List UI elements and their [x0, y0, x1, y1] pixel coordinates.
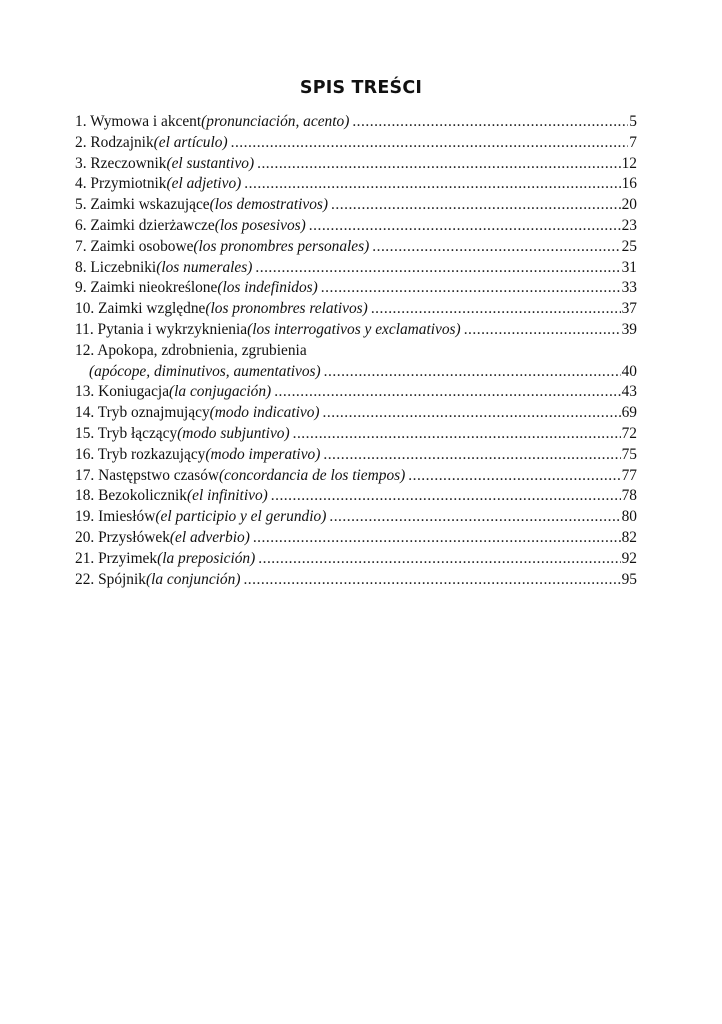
toc-entry-page: 16 [621, 175, 637, 193]
toc-entry-title: 20. Przysłówek [75, 528, 170, 546]
toc-entry-heading-line [75, 341, 637, 362]
toc-entry[interactable] [75, 549, 637, 570]
toc-entry-title: 19. Imiesłów [75, 508, 156, 526]
toc-entry[interactable] [75, 133, 637, 154]
toc-entry-page: 92 [621, 549, 637, 567]
toc-entry-title: 18. Bezokolicznik [75, 487, 187, 505]
toc-entry-subtitle: (apócope, diminutivos, aumentativos) [89, 362, 321, 380]
toc-entry[interactable] [75, 195, 637, 216]
toc-entry-subtitle: (concordancia de los tiempos) [219, 466, 406, 484]
toc-entry-subtitle: (el sustantivo) [166, 154, 255, 172]
toc-entry[interactable] [75, 528, 637, 549]
toc-entry-page: 20 [621, 196, 637, 214]
toc-entry-title: 3. Rzeczownik [75, 154, 167, 172]
toc-entry-subtitle: (la conjunción) [145, 570, 241, 588]
toc-entry-subtitle: (modo imperativo) [205, 445, 321, 463]
toc-entry-page: 33 [621, 279, 637, 297]
toc-entry-title: 16. Tryb rozkazujący [75, 445, 206, 463]
toc-entry-title: 15. Tryb łączący [75, 424, 178, 442]
dot-leader [371, 299, 621, 320]
toc-entry[interactable] [75, 112, 637, 133]
dot-leader [323, 403, 621, 424]
toc-entry-title: 12. Apokopa, zdrobnienia, zgrubienia [75, 341, 307, 359]
toc-entry[interactable] [75, 216, 637, 237]
toc-entry-subtitle: (el adverbio) [169, 528, 250, 546]
dot-leader [408, 466, 620, 487]
toc-entry[interactable] [75, 486, 637, 507]
toc-entry-page: 78 [621, 487, 637, 505]
toc-entry[interactable] [75, 299, 637, 320]
dot-leader [321, 278, 621, 299]
toc-entry-subtitle: (modo indicativo) [209, 404, 320, 422]
toc-entry-subtitle: (la conjugación) [169, 383, 272, 401]
toc-entry-page: 82 [621, 528, 637, 546]
toc-entry[interactable] [75, 403, 637, 424]
toc-entry[interactable] [75, 507, 637, 528]
toc-entry-title: 7. Zaimki osobowe [75, 237, 194, 255]
page-title: SPIS TREŚCI [299, 78, 423, 98]
toc-entry-subtitle: (modo subjuntivo) [177, 424, 290, 442]
toc-entry-page: 5 [629, 113, 637, 130]
toc-entry-subtitle: (los numerales) [156, 258, 253, 276]
dot-leader [253, 528, 621, 549]
toc-entry-subtitle: (el infinitivo) [186, 487, 268, 505]
toc-entry-title: 4. Przymiotnik [75, 175, 167, 193]
dot-leader [258, 549, 620, 570]
toc-entry-subtitle: (los indefinidos) [217, 279, 318, 297]
toc-entry[interactable] [75, 237, 637, 258]
dot-leader [293, 424, 621, 445]
toc-entry[interactable] [75, 174, 637, 195]
toc-entry-subtitle: (el artículo) [153, 133, 228, 151]
toc-entry[interactable] [75, 445, 637, 466]
toc-entry-page: 23 [621, 216, 637, 234]
toc-entry-title: 1. Wymowa i akcent [75, 113, 202, 130]
toc-entry-page: 72 [621, 424, 637, 442]
toc-entry-page: 95 [621, 570, 637, 588]
toc-entry-subtitle: (la preposición) [157, 549, 256, 567]
toc-entry-title: 14. Tryb oznajmujący [75, 404, 210, 422]
toc-entry-title: 22. Spójnik [75, 570, 146, 588]
toc-entry-title: 21. Przyimek [75, 549, 158, 567]
toc-entry-title: 10. Zaimki względne [75, 300, 206, 318]
toc-entry-page: 12 [621, 154, 637, 172]
toc-entry-subtitle: (los interrogativos y exclamativos) [247, 320, 461, 338]
toc-entry-page: 40 [621, 362, 637, 380]
dot-leader [271, 486, 621, 507]
toc-entry-title: 9. Zaimki nieokreślone [75, 279, 218, 297]
toc-entry-title: 11. Pytania i wykrzyknienia [75, 320, 248, 338]
toc-entry[interactable] [75, 320, 637, 341]
toc-entry[interactable] [75, 424, 637, 445]
toc-entry-subtitle: (los demostrativos) [209, 196, 329, 214]
dot-leader [309, 216, 621, 237]
toc-entry-subtitle: (el participio y el gerundio) [155, 508, 327, 526]
dot-leader [324, 362, 621, 383]
toc-entry-page: 37 [621, 300, 637, 318]
toc-entry-subtitle: (el adjetivo) [166, 175, 242, 193]
table-of-contents [75, 112, 637, 590]
toc-entry-title: 5. Zaimki wskazujące [75, 196, 210, 214]
toc-entry-page: 80 [621, 508, 637, 526]
toc-entry[interactable] [75, 258, 637, 279]
dot-leader [244, 174, 620, 195]
dot-leader [331, 195, 621, 216]
dot-leader [274, 382, 620, 403]
dot-leader [323, 445, 620, 466]
toc-entry-title: 6. Zaimki dzierżawcze [75, 216, 215, 234]
toc-entry-page: 39 [621, 320, 637, 338]
dot-leader [329, 507, 620, 528]
dot-leader [372, 237, 620, 258]
toc-entry-subtitle: (pronunciación, acento) [201, 113, 350, 130]
toc-entry-subtitle: (los pronombres personales) [193, 237, 370, 255]
toc-entry-page: 25 [621, 237, 637, 255]
dot-leader [464, 320, 621, 341]
dot-leader [243, 570, 620, 591]
toc-entry-title: 17. Następstwo czasów [75, 466, 220, 484]
toc-entry[interactable] [75, 341, 637, 383]
toc-entry-title: 13. Koniugacja [75, 383, 170, 401]
toc-entry-subtitle: (los posesivos) [214, 216, 306, 234]
toc-entry-page: 69 [621, 404, 637, 422]
toc-entry-page: 75 [621, 445, 637, 463]
toc-entry[interactable] [75, 382, 637, 403]
dot-leader [231, 133, 629, 154]
toc-entry[interactable] [75, 570, 637, 591]
toc-entry-title: 2. Rodzajnik [75, 133, 154, 151]
toc-entry-page: 31 [621, 258, 637, 276]
toc-entry-title: 8. Liczebniki [75, 258, 157, 276]
toc-entry-page: 77 [621, 466, 637, 484]
toc-entry-subtitle: (los pronombres relativos) [205, 300, 368, 318]
toc-entry[interactable] [75, 466, 637, 487]
dot-leader [352, 112, 628, 133]
dot-leader [255, 258, 620, 279]
dot-leader [257, 154, 621, 175]
toc-entry[interactable] [75, 154, 637, 175]
toc-entry-page: 43 [621, 383, 637, 401]
toc-entry-page: 7 [629, 133, 637, 151]
toc-entry-continuation-line [75, 362, 637, 383]
toc-entry[interactable] [75, 278, 637, 299]
